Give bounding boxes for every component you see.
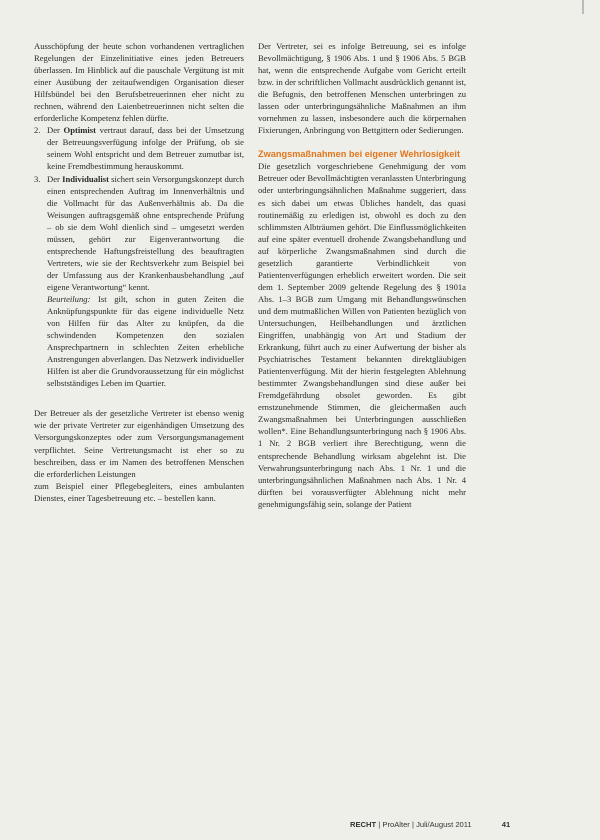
footer-separator: | — [411, 820, 414, 829]
closing-paragraph: Der Betreuer als der gesetzliche Vertreter ist ebenso wenig wie der private Vertreter zur eigenhändigen Umsetzung des Versorgungskonzeptes oder zum Versorgungsmanagement verpflichtet. Seine Vertretungsmacht ist eher so zu beschreiben, dass er im Namen des betroffenen Menschen die erforderlichen Leistungen — [34, 408, 244, 479]
page-footer — [350, 820, 510, 829]
list-text: Der Optimist vertraut darauf, dass bei der Umsetzung der Betreuungsverfügung infolge der Prüfung, ob sie seinem Wohl entspricht und dem Betreuer zumutbar ist, keine Fremdbestimmung herauskommt. — [47, 125, 245, 172]
intro-paragraph: Ausschöpfung der heute schon vorhandenen vertraglichen Regelungen der Einzelinitiative eines jeden Betreuers überlassen. Im Hinblick auf die pauschale Vergütung ist mit einer Ausübung der zeitaufwendigen Organisation dieser Hilfsbündel bei den Berufsbetreuerinnen eher nicht zu rechnen, während den Laienbetreuerinnen nicht selten die erforderliche Kompetenz fehlen dürfte. — [34, 41, 244, 124]
right-column — [258, 40, 466, 510]
list-keyword: Optimist — [63, 125, 96, 136]
page-corner-mark — [582, 0, 584, 14]
list-number: 2. — [34, 125, 41, 136]
assessment-paragraph: Beurteilung: Ist gilt, schon in guten Zeiten die Anknüpfungspunkte für das eigene individuelle Netz von Hilfen für das Alter zu knüpfen, da die schwindenden Kompetenzen den sozialen Ansprechpartnern in schlechten Zeiten erhebliche Anstrengungen abverlangen. Das Netzwerk individueller Hilfen ist aber die Grundvoraussetzung für ein möglichst selbstständiges Leben im Quartier. — [47, 293, 244, 389]
assessment-label: Beurteilung: — [47, 293, 91, 304]
list-text: Der Individualist sichert sein Versorgungskonzept durch einen entsprechenden Auftrag im Innenverhältnis und die Vollmacht für das Außenverhältnis ab. Da die Weisungen auftragsgemäß ohne entsprechende Prüfung – ob sie dem Wohl dienlich sind – umgesetzt werden müssen, gehört zur Eigenverantwortung die entsprechende Haftungsfreistellung des beauftragten Vertreters, wie sie der Rechtsverkehr zum Beispiel bei der Umfassung aus der Krankenhausbehandlung „auf eigene Verantwortung“ kennt. — [47, 173, 245, 292]
footer-issue: Juli/August 2011 — [416, 820, 472, 829]
list-item — [34, 124, 244, 172]
page-number: 41 — [501, 820, 511, 829]
footer-section: RECHT — [350, 820, 377, 829]
left-column — [34, 40, 244, 504]
section-heading: Zwangsmaßnahmen bei eigener Wehrlosigkeit — [258, 149, 461, 160]
right-paragraph: Der Vertreter, sei es infolge Betreuung, sei es infolge Bevollmächtigung, § 1906 Abs. 1 und § 1906 Abs. 5 BGB hat, wenn die entsprechende Aufgabe vom Gericht erteilt bzw. in der schriftlichen Vollmacht ausdrücklich genannt ist, die Befugnis, den betroffenen Menschen unterbringen zu lassen oder unterbringungsähnliche Maßnahmen an ihm vornehmen zu lassen, insbesondere auch die körpernahen Fixierungen, Anbringung von Bettgittern oder Sedierungen. — [258, 41, 466, 136]
list-keyword: Individualist — [62, 173, 109, 184]
closing-paragraph-continued: zum Beispiel einer Pflegebegleiters, eines ambulanten Dienstes, einer Tagesbetreuung etc. – bestellen kann. — [34, 480, 244, 503]
list-item — [34, 173, 244, 293]
right-paragraph-2: Die gesetzlich vorgeschriebene Genehmigung der vom Betreuer oder Bevollmächtigten veranlassten Unterbringung oder unterbringungsähnlichen Maßnahme suggeriert, dass es sich dabei um etwas Übliches handelt, das quasi routinemäßig zu erledigen ist, obwohl es doch zu den schlimmsten Albträumen gehört. Die Einflussmöglichkeiten auf eine später eventuell drohende Zwangsbehandlung und auf körperliche Zwangsmaßnahmen sind durch die gesetzlich garantierte Verbindlichkeit von Patientenverfügungen erheblich erweitert worden. Die seit dem 1. September 2009 geltende Regelung des § 1901a Abs. 1–3 BGB zum Umgang mit Behandlungswünschen und dem mutmaßlichen Willen von Patienten bezüglich von Untersuchungen, Heilbehandlungen und ärztlichen Eingriffen, unabhängig von Art und Stadium der Erkrankung, führt auch zu einer Aufwertung der bisher als Psychiatrisches Testament bekannten direktgläubigen Patientenverfügung. Mit der hierin festgelegten Ablehnung bestimmter Zwangsbehandlungen sind diese außer bei Fremdgefährdung obsolet geworden. Es gibt ernstzunehmende Stimmen, die gleichermaßen auch Zwangsmaßnahmen bei Unterbringungen ausschließen wollen*. Eine Behandlungsunterbringung nach § 1906 Abs. 1 Nr. 2 BGB verliert ihre Berechtigung, wenn die entsprechende Behandlung wirksam abgelehnt ist. Die Verwahrungsunterbringung nach Abs. 1 Nr. 1 und die unterbringungsähnlichen Maßnahmen nach Abs. 1 Nr. 4 dürften bei vorausverfügter Ablehnung nicht mehr genehmigungsfähig sein, solange der Patient — [258, 161, 466, 509]
list-number: 3. — [34, 173, 41, 184]
footer-magazine: ProAlter — [382, 820, 410, 829]
footer-separator: | — [378, 820, 381, 829]
